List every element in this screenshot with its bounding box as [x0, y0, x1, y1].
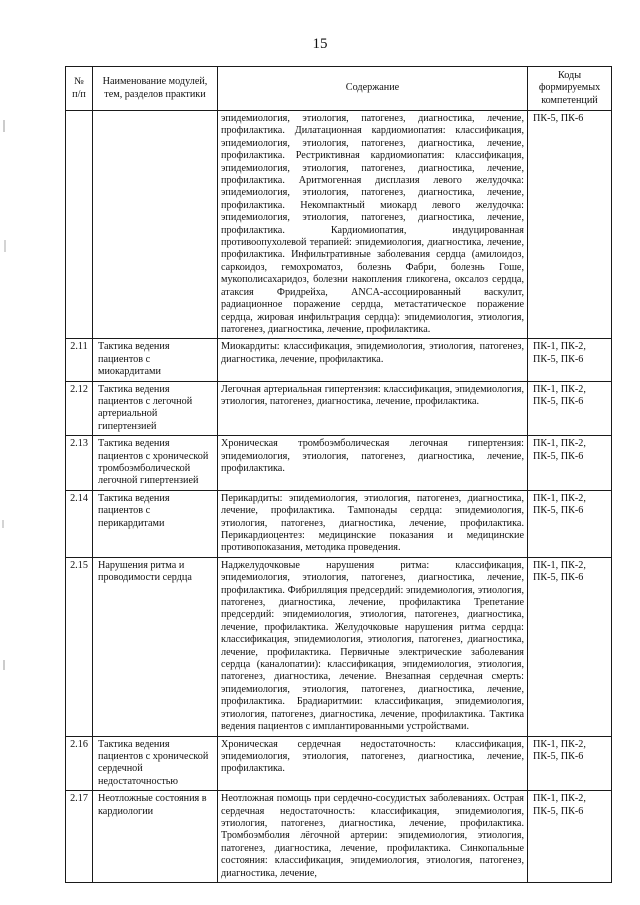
row-codes: ПК-1, ПК-2, ПК-5, ПК-6	[528, 557, 612, 736]
table-row	[66, 111, 612, 339]
row-content: Перикардиты: эпидемиология, этиология, патогенез, диагностика, лечение, профилактика. Тампонады сердца: эпидемиология, этиология, патогенез, диагностика, лечение, профилактика. Перикардиоцентез: медицинские показания и медицинские противопоказания, методика проведения.	[218, 490, 528, 557]
row-codes: ПК-1, ПК-2, ПК-5, ПК-6	[528, 490, 612, 557]
row-number: 2.17	[66, 791, 93, 883]
row-content: Наджелудочковые нарушения ритма: классификация, эпидемиология, этиология, патогенез, диагностика, лечение, профилактика. Фибрилляция предсердий: эпидемиология, этиология, патогенез, диагностика, лечение, профилактика Трепетание предсердий: эпидемиология, этиология, патогенез, диагностика, лечение, профилактика. Желудочковые нарушения ритма сердца: классификация, эпидемиология, этиология, патогенез, диагностика, лечение, профилактика. Первичные электрические заболевания сердца (каналопатии): классификация, эпидемиология, этиология, патогенез, диагностика, лечение. Внезапная сердечная смерть: эпидемиология, этиология, патогенез, диагностика, лечение, профилактика. Брадиаритмии: классификация, эпидемиология, этиология, патогенез, диагностика, лечение, профилактика. Тактика ведения пациентов с имплантированными устройствами.	[218, 557, 528, 736]
header-content: Содержание	[218, 67, 528, 111]
row-number: 2.11	[66, 339, 93, 381]
row-codes: ПК-1, ПК-2, ПК-5, ПК-6	[528, 791, 612, 883]
row-module-name: Неотложные состояния в кардиологии	[93, 791, 218, 883]
row-number: 2.14	[66, 490, 93, 557]
header-module-name: Наименование модулей, тем, разделов практики	[93, 67, 218, 111]
row-module-name: Тактика ведения пациентов с миокардитами	[93, 339, 218, 381]
table-row	[66, 736, 612, 791]
table-row	[66, 381, 612, 436]
page-number: 15	[312, 36, 328, 52]
row-content: эпидемиология, этиология, патогенез, диагностика, лечение, профилактика. Дилатационная кардиомиопатия: классификация, эпидемиология, этиология, патогенез, диагностика, лечение, профилактика. Рестриктивная кардиомиопатия: классификация, эпидемиология, этиология, патогенез, диагностика, лечение, профилактика. Аритмогенная дисплазия левого желудочка: эпидемиология, этиология, патогенез, диагностика, лечение, профилактика. Некомпактный миокард левого желудочка: эпидемиология, этиология, патогенез, диагностика, лечение, профилактика. Кардиомиопатия, индуцированная противоопухолевой терапией: эпидемиология, диагностика, лечение, профилактика. Инфильтративные заболевания сердца (амилоидоз, саркоидоз, гемохроматоз, болезнь Фабри, болезнь Гоше, мукополисахаридоз, болезни накопления гликогена, оксалоз сердца, атаксия Фридрейха, ANCA-ассоциированный васкулит, радиационное поражение сердца, метастатическое поражение сердца, жировая инфильтрация сердца): эпидемиология, этиология, патогенез, диагностика, лечение, профилактика.	[218, 111, 528, 339]
row-number: 2.16	[66, 736, 93, 791]
row-module-name: Тактика ведения пациентов с легочной артериальной гипертензией	[93, 381, 218, 436]
header-number: № п/п	[66, 67, 93, 111]
row-number: 2.12	[66, 381, 93, 436]
scan-edge-marks	[0, 0, 12, 905]
row-module-name: Тактика ведения пациентов с хронической тромбоэмболической легочной гипертензией	[93, 436, 218, 491]
table-row	[66, 791, 612, 883]
header-codes: Коды формируемых компетенций	[528, 67, 612, 111]
row-codes: ПК-5, ПК-6	[528, 111, 612, 339]
row-number: 2.15	[66, 557, 93, 736]
row-module-name: Тактика ведения пациентов с перикардитами	[93, 490, 218, 557]
table-row	[66, 436, 612, 491]
row-module-name: Тактика ведения пациентов с хронической сердечной недостаточностью	[93, 736, 218, 791]
row-number	[66, 111, 93, 339]
table-row	[66, 339, 612, 381]
row-content: Миокардиты: классификация, эпидемиология, этиология, патогенез, диагностика, лечение, профилактика.	[218, 339, 528, 381]
table-row	[66, 490, 612, 557]
row-codes: ПК-1, ПК-2, ПК-5, ПК-6	[528, 736, 612, 791]
row-content: Неотложная помощь при сердечно-сосудистых заболеваниях. Острая сердечная недостаточность: классификация, эпидемиология, этиология, патогенез, диагностика, лечение, профилактика. Тромбоэмболия лёгочной артерии: эпидемиология, этиология, патогенез, диагностика, лечение, профилактика. Синкопальные состояния: классификация, эпидемиология, этиология, патогенез, диагностика, лечение,	[218, 791, 528, 883]
row-content: Хроническая сердечная недостаточность: классификация, эпидемиология, этиология, патогенез, диагностика, лечение, профилактика.	[218, 736, 528, 791]
curriculum-table	[65, 66, 612, 883]
row-module-name: Нарушения ритма и проводимости сердца	[93, 557, 218, 736]
row-number: 2.13	[66, 436, 93, 491]
row-codes: ПК-1, ПК-2, ПК-5, ПК-6	[528, 381, 612, 436]
row-codes: ПК-1, ПК-2, ПК-5, ПК-6	[528, 339, 612, 381]
row-codes: ПК-1, ПК-2, ПК-5, ПК-6	[528, 436, 612, 491]
table-header-row	[66, 67, 612, 111]
table-row	[66, 557, 612, 736]
row-content: Хроническая тромбоэмболическая легочная гипертензия: эпидемиология, этиология, патогенез, диагностика, лечение, профилактика.	[218, 436, 528, 491]
row-module-name	[93, 111, 218, 339]
row-content: Легочная артериальная гипертензия: классификация, эпидемиология, этиология, патогенез, диагностика, лечение, профилактика.	[218, 381, 528, 436]
